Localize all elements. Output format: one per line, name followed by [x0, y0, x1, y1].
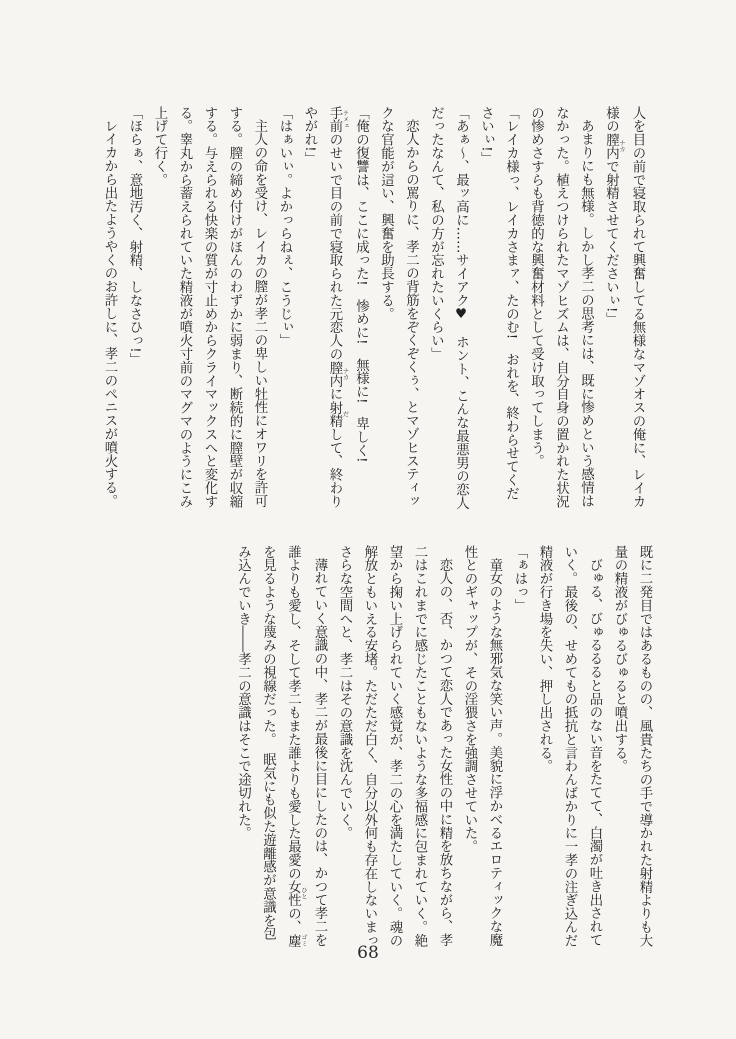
text-column: あまりにも無様。しかし孝二の思考には、既に惨めという感情は: [578, 119, 594, 508]
text-column: 「あぁ〜、最ッ高に……サイアク♥ ホント、こんな最悪男の恋人: [453, 106, 469, 510]
text-column: やがれ!」: [302, 106, 317, 165]
text-column: 「ぁはっ」: [512, 545, 527, 612]
text-column: さいぃ!」: [478, 106, 494, 165]
text-column: 「俺の復讐は、ここに成った! 惨めに! 無様に! 卑しく!: [353, 106, 369, 463]
text-column: 恋人からの罵りに、孝二の背筋をぞくぞくぅ、とマゾヒスティッ: [403, 119, 419, 508]
text-column: する。与えられる快楽の質が寸止めからクライマックスへと変化す: [202, 106, 217, 508]
text-column: 上げて行く。: [152, 106, 167, 187]
ruby-annotated-word: 射精 だ: [327, 400, 349, 428]
text-block-lower: [231, 545, 658, 951]
text-column: 「レイカ様っ、レイカさまァ、たのむ! おれを、終わらせてくだ: [503, 106, 519, 500]
text-column: いく。最後の、せめてもの抵抗と言わんばかりに一孝の注ぎ込んだ: [562, 545, 577, 947]
text-column: 「はぁいぃ。よかっらねぇ、こうじぃ」: [277, 106, 292, 348]
text-column: み込んでいき――孝二の意識はそこで途切れた。: [235, 545, 251, 840]
text-column: クな官能が這い、興奮を助長する。: [378, 106, 394, 321]
text-column: さらな空間へと、孝二はその意識を沈んでいく。: [337, 545, 352, 840]
text-column: 人を目の前で寝取られて興奮してる無様なマゾオスの俺に、レイカ: [630, 106, 645, 508]
text-column: 精液が行き場を失い、押し出される。: [537, 545, 552, 773]
text-column: なかった。植えつけられたマゾヒズムは、自分自身の置かれた状況: [553, 106, 569, 508]
text-column: 手前 テメェのせいで目の前で寝取られた元恋人の膣内 ナカに射精 だして、終わり: [327, 106, 349, 509]
text-column: 様の膣内 ナカで射精させてくださいぃ!」: [603, 106, 625, 326]
text-column: る。睾丸から蓄えられていた精液が噴火寸前のマグマのようにこみ: [177, 106, 192, 508]
text-column: 誰よりも愛し、そして孝二もまた誰よりも愛した最愛の女性 ひとの、塵 ゴミ: [285, 545, 307, 948]
ruby-annotated-word: 膣内 ナカ: [603, 132, 625, 160]
text-column: 恋人の、否、かつて恋人であった女性の中に精を放ちながら、孝: [437, 558, 452, 947]
text-column: 既に二発目ではあるものの、風貴たちの手で導かれた射精よりも大: [637, 545, 652, 947]
text-column: 「ほらぁ、意地汚く、射精、しなさひっ!」: [127, 106, 142, 366]
text-column: 望から掬い上げられていく感覚が、孝二の心を満たしていく。魂の: [387, 545, 402, 947]
text-column: 解放ともいえる安堵。ただただ白く、自分以外何も存在しないまっ: [362, 545, 377, 947]
text-column: びゅる、びゅるるると品のない音をたてて、白濁が吐き出されて: [587, 558, 602, 947]
text-column: 量の精液がびゅるびゅると噴出する。: [612, 545, 627, 773]
text-column: を見るような蔑みの視線だった。 眠気にも似た遊離感が意識を包: [260, 545, 276, 941]
ruby-annotated-word: 塵 ゴミ: [285, 933, 307, 948]
text-column: 薄れていく意識の中、孝二が最後に目にしたのは、かつて孝二を: [312, 558, 327, 947]
text-column: 二はこれまでに感じたこともないような多福感に包まれていく。絶: [412, 545, 427, 947]
ruby-annotated-word: 女性 ひと: [285, 880, 307, 907]
text-block-upper: [97, 106, 650, 512]
text-column: 性とのギャップが、その淫猥さを強調させていた。: [462, 545, 477, 854]
text-column: レイカから出たようやくのお許しに、孝二のペニスが噴火する。: [102, 119, 117, 508]
text-column: の惨めさすらも背徳的な興奮材料として受け取ってしまう。: [528, 106, 544, 468]
text-column: する。膣の締め付けがほんのわずかに弱まり、断続的に膣壁が収縮: [227, 106, 242, 508]
page-number: 68: [357, 943, 379, 963]
ruby-annotated-word: 膣内 ナカ: [327, 360, 349, 388]
ruby-annotated-word: 手前 テメェ: [327, 106, 349, 133]
text-column: だったなんて、私の方が忘れたいくらい」: [428, 106, 444, 361]
text-column: 主人の命を受け、レイカの膣が孝二の卑しい牡性にオワリを許可: [252, 119, 267, 508]
text-column: 童女のような無邪気な笑い声。美貌に浮かべるエロティックな魔: [487, 558, 502, 947]
